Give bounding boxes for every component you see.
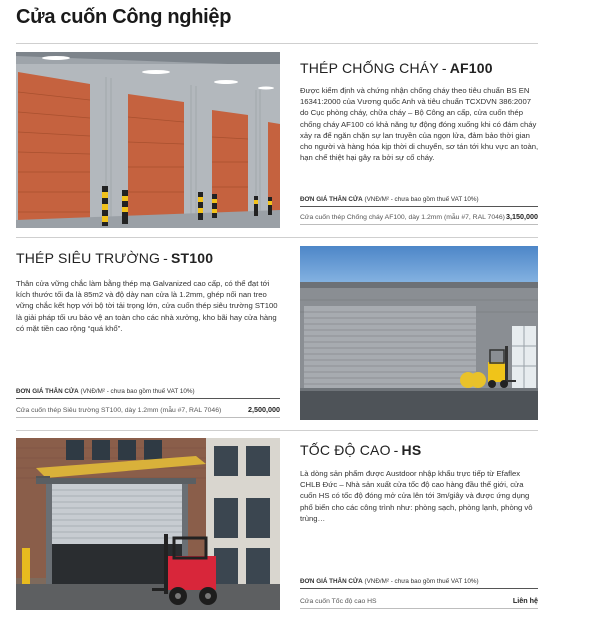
product-title-st100: THÉP SIÊU TRƯỜNG - ST100 (16, 250, 214, 266)
price-divider (300, 224, 538, 225)
price-heading-label: ĐƠN GIÁ THÂN CỬA (16, 388, 79, 395)
product-code: AF100 (449, 60, 493, 76)
page-title: Cửa cuốn Công nghiệp (16, 6, 232, 28)
price-value: Liên hệ (512, 596, 538, 605)
product-description-af100: Được kiểm định và chứng nhận chống cháy theo tiêu chuẩn BS EN 16341:2000 của Vương quốc Anh và tiêu chuẩn TCXDVN 386:2007 do Cục phòng cháy, chữa cháy – Bộ Công an cấp, cửa cuốn thép chống cháy AF100 có khả năng tự động đóng xuống khi có đám cháy xảy ra để ngăn chặn sự lan truyền của ngọn lửa, đảm bảo thời gian cho người và hàng hóa kịp thời di chuyển, sơ tán tới khu vực an toàn, hạn chế thiệt hại gây ra bởi sự cố cháy. (300, 86, 539, 163)
price-divider (300, 206, 538, 207)
product-title-af100: THÉP CHỐNG CHÁY - AF100 (300, 60, 493, 76)
price-row-hs (300, 596, 538, 605)
price-row-st100 (16, 405, 280, 414)
price-item: Cửa cuốn thép Siêu trường ST100, dày 1.2mm (mẫu #7, RAL 7046) (16, 407, 222, 414)
product-image-hs (16, 438, 280, 610)
price-value: 3,150,000 (506, 212, 538, 221)
product-image-af100 (16, 52, 280, 228)
price-note: (VNĐ/M² - chưa bao gồm thuế VAT 10%) (364, 578, 479, 585)
product-image-st100 (300, 246, 538, 420)
price-heading-af100 (300, 196, 479, 203)
section-divider (16, 430, 538, 431)
product-title-hs: TỐC ĐỘ CAO - HS (300, 442, 422, 458)
price-divider (16, 398, 280, 399)
price-note: (VNĐ/M² - chưa bao gồm thuế VAT 10%) (364, 196, 479, 203)
product-name: THÉP CHỐNG CHÁY (300, 60, 439, 76)
section-divider (16, 43, 538, 44)
section-divider (16, 237, 538, 238)
price-heading-st100 (16, 388, 195, 395)
price-item: Cửa cuốn thép Chống cháy AF100, dày 1.2mm (mẫu #7, RAL 7046) (300, 214, 505, 221)
product-code: ST100 (170, 250, 214, 266)
product-code: HS (401, 442, 422, 458)
price-value: 2,500,000 (248, 405, 280, 414)
price-note: (VNĐ/M² - chưa bao gồm thuế VAT 10%) (80, 388, 195, 395)
price-divider (300, 608, 538, 609)
price-divider (300, 588, 538, 589)
product-description-hs: Là dòng sản phẩm được Austdoor nhập khẩu trực tiếp từ Efaflex CHLB Đức – Nhà sản xuất cửa tốc độ cao hàng đầu thế giới, cửa cuốn HS có tốc độ đóng mở cửa lên tới 3m/giây và được ứng dụng phổ biến cho các công trình như: phòng sạch, phòng lạnh, phòng vô trùng… (300, 469, 533, 523)
product-description-st100: Thân cửa vững chắc làm bằng thép mạ Galvanized cao cấp, có thể đạt tới kích thước tối đa là 85m2 và độ dày nan cửa là 1.2mm, ghép nối nan treo vững chắc kết hợp với bộ tời tải trọng lớn, cửa cuốn thép siêu trường ST100 là giải pháp tối ưu bảo vệ an toàn cho các nhà xưởng, kho bãi hay cửa hàng có mặt tiền cao rộng “quá khổ”. (16, 279, 278, 333)
price-divider (16, 417, 280, 418)
price-item: Cửa cuốn Tốc độ cao HS (300, 598, 377, 605)
product-name: THÉP SIÊU TRƯỜNG (16, 250, 161, 266)
price-heading-hs (300, 578, 479, 585)
price-heading-label: ĐƠN GIÁ THÂN CỬA (300, 578, 363, 585)
price-heading-label: ĐƠN GIÁ THÂN CỬA (300, 196, 363, 203)
price-row-af100 (300, 212, 538, 221)
product-name: TỐC ĐỘ CAO (300, 442, 391, 458)
